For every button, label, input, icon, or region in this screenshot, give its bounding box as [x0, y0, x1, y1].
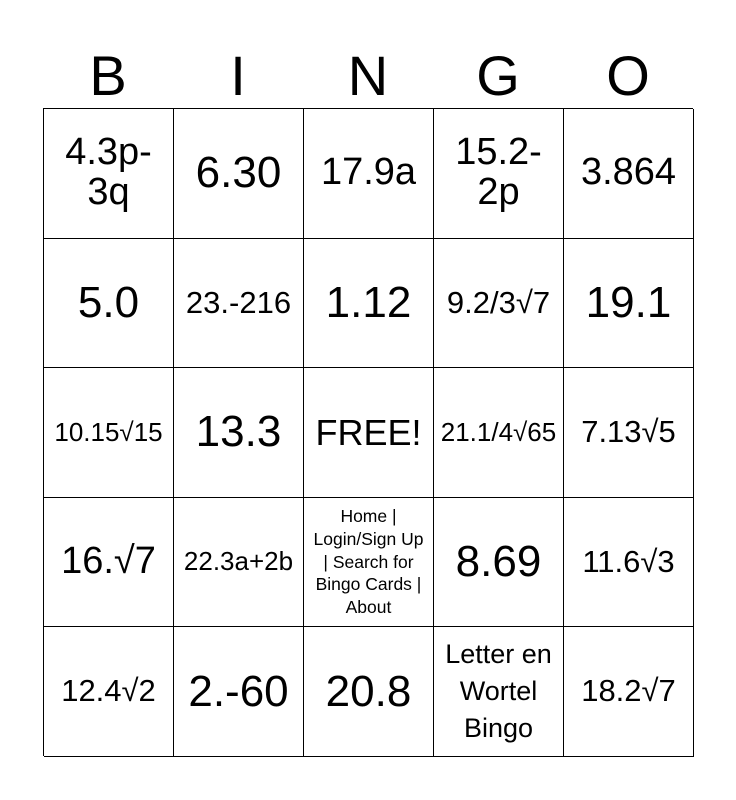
bingo-cell-r3-c2: 13.3 [174, 368, 304, 498]
bingo-cell-r2-c2: 23.-216 [174, 239, 304, 369]
bingo-cell-site-nav: Home | Login/Sign Up | Search for Bingo Cards | About [304, 498, 434, 628]
bingo-cell-r2-c5: 19.1 [564, 239, 694, 369]
bingo-cell-r1-c1: 4.3p- 3q [44, 109, 174, 239]
bingo-cell-r5-c5: 18.2√7 [564, 627, 694, 757]
header-letter-b: B [89, 44, 127, 107]
bingo-cell-r3-c5: 7.13√5 [564, 368, 694, 498]
bingo-cell-r5-c3: 20.8 [304, 627, 434, 757]
header-letter-o: O [606, 44, 650, 107]
bingo-cell-r5-c2: 2.-60 [174, 627, 304, 757]
header-letter-i: I [230, 44, 246, 107]
bingo-cell-r4-c5: 11.6√3 [564, 498, 694, 628]
bingo-cell-r2-c1: 5.0 [44, 239, 174, 369]
bingo-cell-r1-c5: 3.864 [564, 109, 694, 239]
bingo-cell-r1-c4: 15.2- 2p [434, 109, 564, 239]
bingo-cell-card-title: Letter en Wortel Bingo [434, 627, 564, 757]
bingo-cell-r2-c3: 1.12 [304, 239, 434, 369]
header-letter-g: G [476, 44, 520, 107]
bingo-board [43, 108, 693, 756]
bingo-cell-r3-c4: 21.1/4√65 [434, 368, 564, 498]
bingo-cell-r1-c3: 17.9a [304, 109, 434, 239]
bingo-cell-r4-c1: 16.√7 [44, 498, 174, 628]
bingo-cell-r2-c4: 9.2/3√7 [434, 239, 564, 369]
bingo-header [43, 44, 693, 108]
bingo-cell-free: FREE! [304, 368, 434, 498]
bingo-cell-r4-c4: 8.69 [434, 498, 564, 628]
bingo-cell-r4-c2: 22.3a+2b [174, 498, 304, 628]
bingo-cell-r1-c2: 6.30 [174, 109, 304, 239]
bingo-cell-r5-c1: 12.4√2 [44, 627, 174, 757]
bingo-cell-r3-c1: 10.15√15 [44, 368, 174, 498]
header-letter-n: N [347, 44, 389, 107]
